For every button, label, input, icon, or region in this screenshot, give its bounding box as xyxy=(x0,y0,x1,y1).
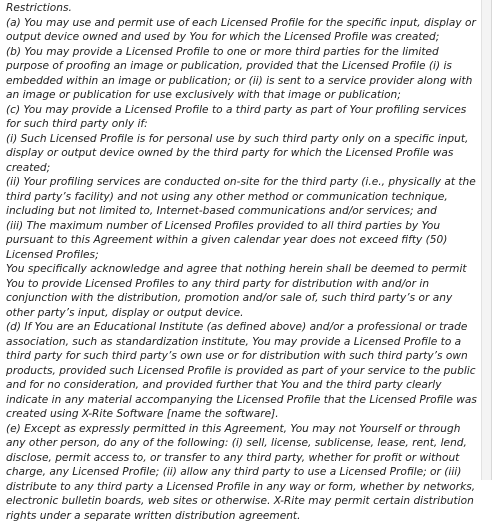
license-clause-c-iii: (iii) The maximum number of Licensed Profiles provided to all third parties by You pursuant to this Agreement within a given calendar year does not exceed fifty (50) Licensed Profiles; xyxy=(6,219,477,263)
license-clause-d: (d) If You are an Educational Institute (as defined above) and/or a professional or trade association, such as standardization institute, You may provide a Licensed Profile to a third party for such third party’s own use or for distribution with such third party’s own products, provided such Licensed Profile is provided as part of your service to the public and for no consideration, and provided further that You and the third party clearly indicate in any material accompanying the Licensed Profile that the Licensed Profile was created using X-Rite Software [name the software]. xyxy=(6,320,477,422)
license-acknowledgement: You specifically acknowledge and agree that nothing herein shall be deemed to permit You to provide Licensed Profiles to any third party for distribution with and/or in conjunction with the distribution, promotion and/or sale of, such third party’s or any other party’s input, display or output device. xyxy=(6,262,477,320)
license-clause-c-ii: (ii) Your profiling services are conducted on-site for the third party (i.e., physically at the third party’s facility) and not using any other method or communication technique, including but not limited to, Internet-based communications and/or services; and xyxy=(6,175,477,219)
license-heading-restrictions: Restrictions. xyxy=(6,1,477,16)
license-clause-c-i: (i) Such Licensed Profile is for personal use by such third party only on a specific input, display or output device owned by the third party for which the Licensed Profile was created; xyxy=(6,132,477,176)
license-clause-b: (b) You may provide a Licensed Profile to one or more third parties for the limited purpose of proofing an image or publication, provided that the Licensed Profile (i) is embedded within an image or publication; or (ii) is sent to a service provider along with an image or publication for use exclusively with that image or publication; xyxy=(6,45,477,103)
license-clause-a: (a) You may use and permit use of each Licensed Profile for the specific input, display or output device owned and used by You for which the Licensed Profile was created; xyxy=(6,16,477,45)
license-clause-e: (e) Except as expressly permitted in this Agreement, You may not Yourself or through any other person, do any of the following: (i) sell, license, sublicense, lease, rent, lend, disclose, permit access to, or transfer to any third party, whether for profit or without charge, any Licensed Profile; (ii) allow any third party to use a Licensed Profile; or (iii) distribute to any third party a Licensed Profile in any way or form, whether by networks, electronic bulletin boards, web sites or otherwise. X-Rite may permit certain distribution rights under a separate written distribution agreement. xyxy=(6,422,477,523)
vertical-scrollbar[interactable] xyxy=(481,0,491,480)
license-agreement-text xyxy=(6,1,477,523)
license-clause-c: (c) You may provide a Licensed Profile to a third party as part of Your profiling services for such third party only if: xyxy=(6,103,477,132)
